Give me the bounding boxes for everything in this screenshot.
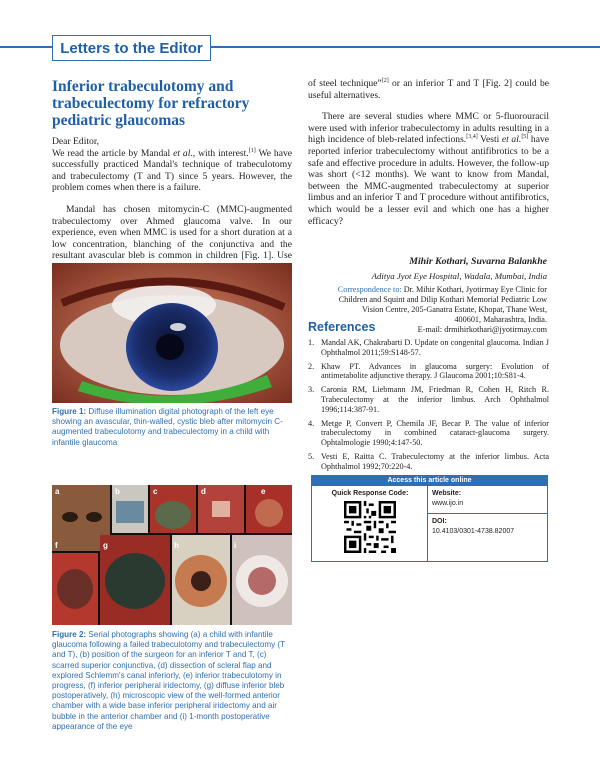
figure-2-caption: Figure 2: Serial photographs showing (a) a child with infantile glaucoma following a failed trabeculotomy and trabeculectomy (T and T), (b) position of the surgeon for an inferior T and T, (c) scarred superior conjunctiva, (d) dissection of scleral flap and explored Schlemm's canal inferiorly, (e) inferior trabeculotomy in progress, (f) inferior peripheral iridectomy, (g) diffuse inferior bleb postoperatively, (h) microscopic view of the well-formed anterior chamber with a wide base inferior peripheral iridectomy and air bubble in the anterior chamber and (i) 1-month postoperative appearance of the eye <box>52 630 285 731</box>
panel-label-i: i <box>234 541 237 550</box>
qr-code-icon[interactable] <box>344 501 396 553</box>
reference-item: 3. Caronia RM, Liebmann JM, Friedman R, Cohen H, Ritch R. Trabeculectomy at the inferior limbus. Arch Ophthalmol 1996;114:387-91. <box>308 385 549 414</box>
panel-f-detail <box>57 569 93 609</box>
figure-1-caption: Figure 1: Diffuse illumination digital photograph of the left eye showing an avascular, thin-walled, cystic bleb after mitomycin C-augmented trabeculotomy and trabeculectomy in a child with infantile glaucoma <box>52 407 283 447</box>
author-names: Mihir Kothari, Suvarna Balankhe <box>409 256 547 267</box>
article-title: Inferior trabeculotomy and trabeculectomy for refractory pediatric glaucomas <box>52 78 250 129</box>
panel-g-detail <box>105 553 165 609</box>
references-heading: References <box>308 320 376 334</box>
panel-a-eye <box>62 512 78 522</box>
surgical-photo-grid <box>52 485 292 625</box>
doi-label: DOI: <box>432 518 447 525</box>
left-column-text <box>52 136 292 274</box>
reference-item: 5. Vesti E, Raitta C. Trabeculectomy at the inferior limbus. Acta Ophthalmol 1992;70:220-4. <box>308 451 549 471</box>
website-label: Website: <box>432 490 462 497</box>
paragraph-2: Mandal has chosen mitomycin-C (MMC)-augmented trabeculectomy over Ahmed glaucoma valve. In our experience, even when MMC is used for a short duration at a low concentration, blanching of the conjunctiva and the resultant avascular bleb is common in children [Fig. 1]. Use <box>52 203 292 262</box>
correspondence: Correspondence to: Dr. Mihir Kothari, Jyotirmay Eye Clinic for Children and Squint and Dilip Kothari Memorial Pediatric Low Vision Centre, 205-Ganatra Estate, Khopat, Thane West, 400601, Maharashtra, India. E-mail: drmihirkothari@jyotirmay.com <box>308 285 547 335</box>
figure-2-image <box>52 485 292 625</box>
panel-label-b: b <box>115 487 120 496</box>
section-header: Letters to the Editor <box>52 35 211 61</box>
panel-b-detail <box>116 501 144 523</box>
reference-item: 2. Khaw PT. Advances in glaucoma surgery: Evolution of antimetabolite adjunctive therapy. J Glaucoma 2001;10:S81-4. <box>308 361 549 381</box>
reference-item: 1. Mandal AK, Chakrabarti D. Update on congenital glaucoma. Indian J Ophthalmol 2011;59:S148-57. <box>308 338 549 357</box>
reference-item: 4. Metge P, Convert P, Chemila JF, Becar P. The value of inferior trabeculectomy in combined cataract-glaucoma surgery. Ophtalmologie 1990;4:147-50. <box>308 418 549 448</box>
access-box <box>311 475 548 562</box>
website-link[interactable]: www.ijo.in <box>432 500 464 507</box>
panel-label-d: d <box>201 487 206 496</box>
paragraph-2-continued: of steel technique”[2] or an inferior T and T [Fig. 2] could be useful alternatives. <box>308 77 549 101</box>
paragraph-3: There are several studies where MMC or 5-fluorouracil were used with inferior trabeculectomy in adults resulting in a high incidence of bleb-related infections.[3,4] Vesti et al.[5] have reported inferior trabeculectomy without antifibrotics to be a safe and effective procedure in adults. However, the follow-up was short (<12 months). We want to know from Mandal, between the MMC-augmented trabeculectomy at superior limbus and an inferior T and T procedure without antifibrotics, which would be a lesser evil and which one has a higher efficacy? <box>308 111 550 227</box>
email: E-mail: drmihirkothari@jyotirmay.com <box>417 325 547 334</box>
panel-d-detail <box>212 501 230 517</box>
figure-1-image <box>52 263 292 403</box>
panel-label-a: a <box>55 487 60 496</box>
references-list <box>308 338 549 476</box>
qr-label: Quick Response Code: <box>331 490 409 497</box>
divider <box>427 513 548 514</box>
doi-value[interactable]: 10.4103/0301-4738.82007 <box>432 528 515 535</box>
panel-label-g: g <box>103 541 108 550</box>
panel-label-c: c <box>153 487 158 496</box>
panel-e-detail <box>255 499 283 527</box>
paragraph-1: We read the article by Mandal et al., with interest.[1] We have successfully practiced Mandal's technique of trabeculotomy and trabeculectomy (T and T) since 5 years. However, the problem comes when there is a failure. <box>52 147 293 194</box>
salutation: Dear Editor, <box>52 136 100 147</box>
panel-label-h: h <box>174 541 179 550</box>
panel-i-pupil <box>248 567 276 595</box>
panel-label-e: e <box>261 487 266 496</box>
panel-c-detail <box>155 501 191 529</box>
access-heading: Access this article online <box>312 476 547 486</box>
eye-photograph <box>52 263 292 403</box>
divider <box>427 486 428 562</box>
panel-h-pupil <box>191 571 211 591</box>
panel-a-eye <box>86 512 102 522</box>
author-affiliation: Aditya Jyot Eye Hospital, Wadala, Mumbai, India <box>371 271 547 281</box>
panel-label-f: f <box>55 541 58 550</box>
right-column-text <box>308 78 549 227</box>
